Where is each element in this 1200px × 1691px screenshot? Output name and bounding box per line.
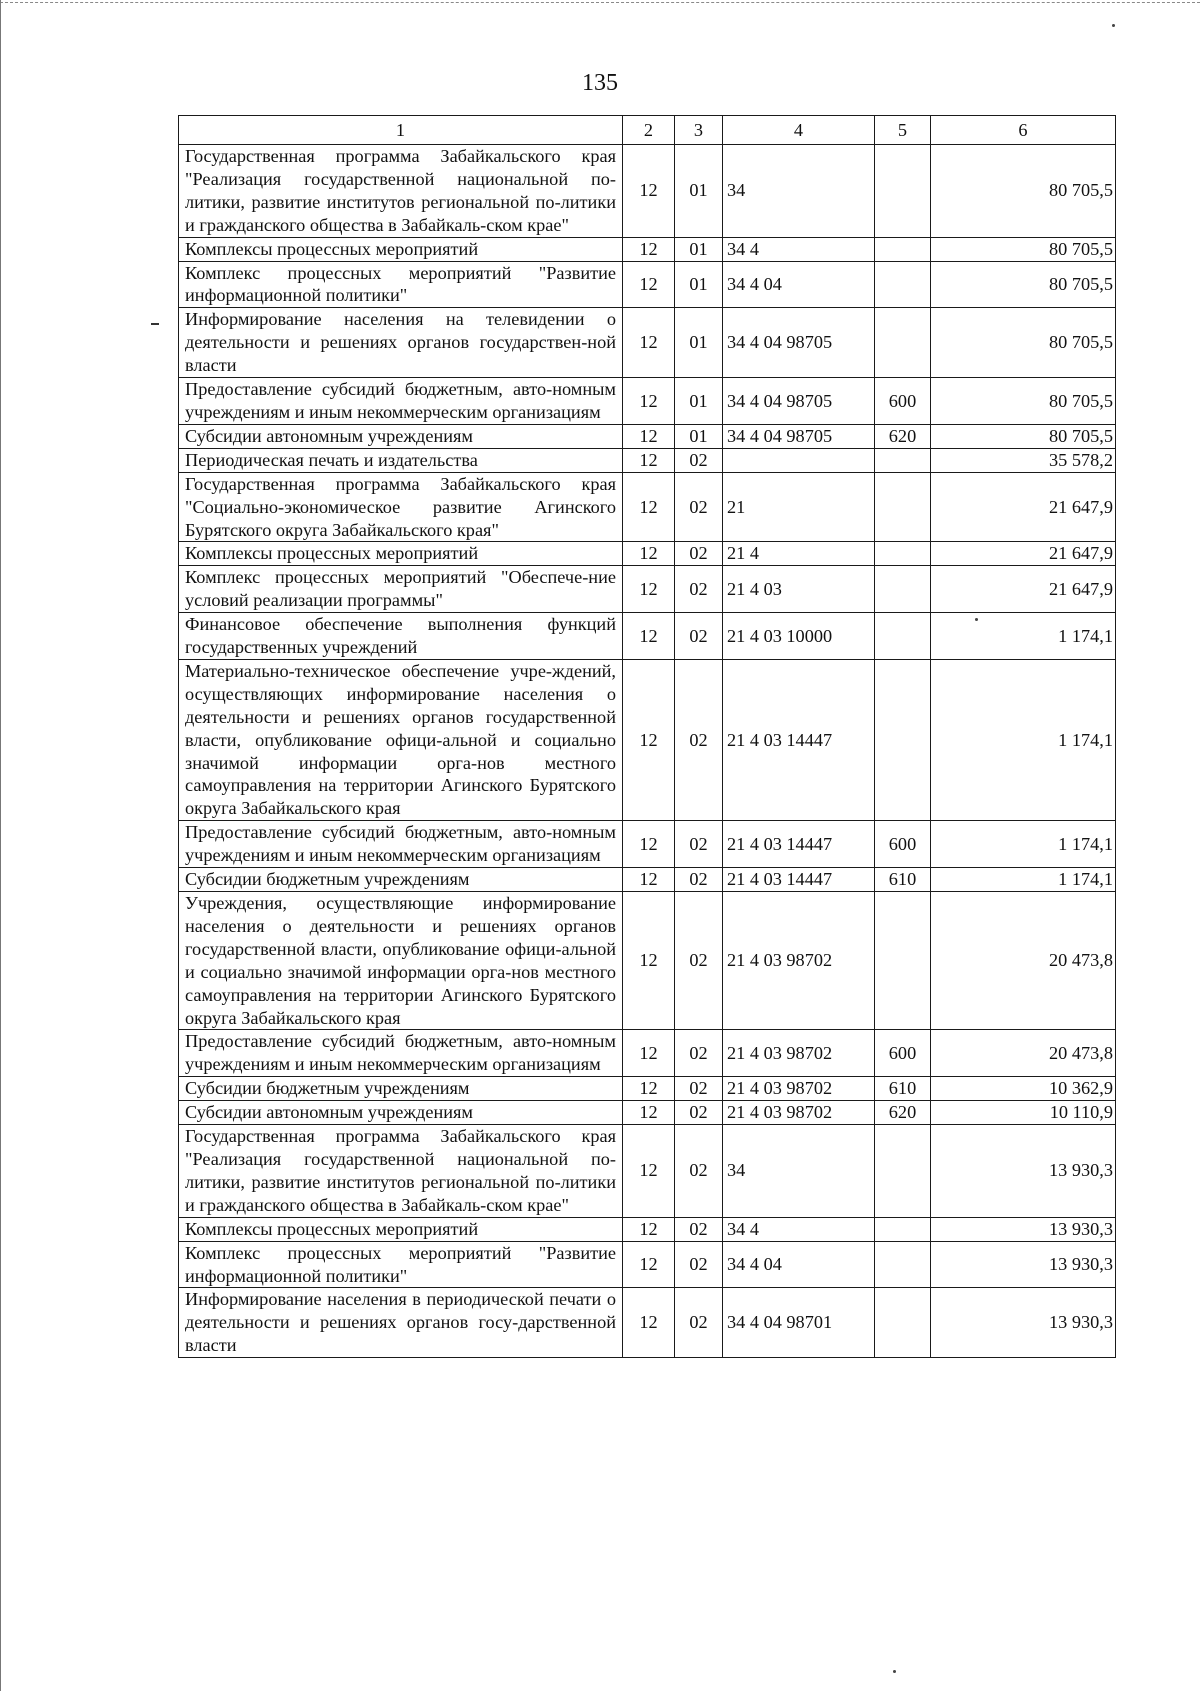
table-body — [179, 145, 1116, 1358]
table-row — [179, 472, 1116, 542]
expense-type-cell — [875, 1241, 931, 1288]
subsection-cell: 01 — [675, 308, 723, 378]
expense-type-cell — [875, 542, 931, 566]
table-row — [179, 1125, 1116, 1218]
row-name-cell: Комплекс процессных мероприятий "Развитие информационной политики" — [179, 261, 623, 308]
section-cell: 12 — [623, 378, 675, 425]
expense-type-cell — [875, 472, 931, 542]
table-row — [179, 659, 1116, 820]
section-cell: 12 — [623, 821, 675, 868]
target-article-cell: 34 4 04 98705 — [723, 424, 875, 448]
row-name-cell: Субсидии бюджетным учреждениям — [179, 868, 623, 892]
table-row — [179, 237, 1116, 261]
expense-type-cell — [875, 308, 931, 378]
target-article-cell: 21 4 03 14447 — [723, 821, 875, 868]
expense-type-cell — [875, 145, 931, 238]
target-article-cell: 21 4 03 98702 — [723, 1101, 875, 1125]
row-name-cell: Субсидии автономным учреждениям — [179, 424, 623, 448]
target-article-cell: 21 4 03 10000 — [723, 613, 875, 660]
table-row — [179, 145, 1116, 238]
table-row — [179, 424, 1116, 448]
margin-mark — [151, 323, 159, 325]
expense-type-cell: 620 — [875, 1101, 931, 1125]
table-row — [179, 1217, 1116, 1241]
target-article-cell — [723, 448, 875, 472]
budget-table — [178, 115, 1116, 1358]
amount-cell: 35 578,2 — [931, 448, 1116, 472]
table-row — [179, 1241, 1116, 1288]
target-article-cell: 21 4 03 98702 — [723, 1077, 875, 1101]
subsection-cell: 01 — [675, 145, 723, 238]
amount-cell: 21 647,9 — [931, 566, 1116, 613]
section-cell: 12 — [623, 1030, 675, 1077]
expense-type-cell — [875, 1125, 931, 1218]
row-name-cell: Учреждения, осуществляющие информирование населения о деятельности и решениях органов государственной власти, опубликование офици-альной и социально значимой информации орга-нов местного самоуправления на территории Агинского Бурятского округа Забайкальского края — [179, 892, 623, 1030]
table-row — [179, 542, 1116, 566]
table-row — [179, 821, 1116, 868]
target-article-cell: 34 4 04 98705 — [723, 378, 875, 425]
row-name-cell: Материально-техническое обеспечение учре-ждений, осуществляющих информирование населения о деятельности и решениях органов государственной власти, опубликование офици-альной и социально значимой информации орга-нов местного самоуправления на территории Агинского Бурятского округа Забайкальского края — [179, 659, 623, 820]
row-name-cell: Комплексы процессных мероприятий — [179, 1217, 623, 1241]
target-article-cell: 21 4 03 14447 — [723, 868, 875, 892]
expense-type-cell — [875, 1217, 931, 1241]
amount-cell: 13 930,3 — [931, 1288, 1116, 1358]
table-row — [179, 261, 1116, 308]
table-row — [179, 892, 1116, 1030]
row-name-cell: Комплекс процессных мероприятий "Обеспече-ние условий реализации программы" — [179, 566, 623, 613]
section-cell: 12 — [623, 542, 675, 566]
expense-type-cell — [875, 892, 931, 1030]
column-header: 1 — [179, 116, 623, 145]
subsection-cell: 02 — [675, 659, 723, 820]
section-cell: 12 — [623, 1241, 675, 1288]
subsection-cell: 02 — [675, 613, 723, 660]
target-article-cell: 21 4 03 98702 — [723, 892, 875, 1030]
table-row — [179, 378, 1116, 425]
section-cell: 12 — [623, 892, 675, 1030]
target-article-cell: 34 — [723, 1125, 875, 1218]
subsection-cell: 02 — [675, 1217, 723, 1241]
amount-cell: 20 473,8 — [931, 1030, 1116, 1077]
row-name-cell: Комплексы процессных мероприятий — [179, 542, 623, 566]
amount-cell: 1 174,1 — [931, 821, 1116, 868]
page-number: 135 — [582, 70, 618, 96]
target-article-cell: 34 4 04 — [723, 261, 875, 308]
column-header: 6 — [931, 116, 1116, 145]
amount-cell: 80 705,5 — [931, 261, 1116, 308]
target-article-cell: 34 4 — [723, 1217, 875, 1241]
amount-cell: 80 705,5 — [931, 378, 1116, 425]
column-header: 3 — [675, 116, 723, 145]
expense-type-cell — [875, 566, 931, 613]
amount-cell: 13 930,3 — [931, 1125, 1116, 1218]
target-article-cell: 21 — [723, 472, 875, 542]
section-cell: 12 — [623, 868, 675, 892]
subsection-cell: 01 — [675, 237, 723, 261]
subsection-cell: 01 — [675, 424, 723, 448]
row-name-cell: Комплекс процессных мероприятий "Развитие информационной политики" — [179, 1241, 623, 1288]
section-cell: 12 — [623, 1125, 675, 1218]
amount-cell: 80 705,5 — [931, 308, 1116, 378]
amount-cell: 80 705,5 — [931, 145, 1116, 238]
amount-cell: 13 930,3 — [931, 1217, 1116, 1241]
expense-type-cell — [875, 613, 931, 660]
table-row — [179, 1101, 1116, 1125]
section-cell: 12 — [623, 1077, 675, 1101]
subsection-cell: 01 — [675, 261, 723, 308]
expense-type-cell — [875, 659, 931, 820]
subsection-cell: 02 — [675, 1101, 723, 1125]
row-name-cell: Предоставление субсидий бюджетным, авто-номным учреждениям и иным некоммерческим организациям — [179, 378, 623, 425]
column-header: 2 — [623, 116, 675, 145]
row-name-cell: Финансовое обеспечение выполнения функций государственных учреждений — [179, 613, 623, 660]
subsection-cell: 02 — [675, 1077, 723, 1101]
target-article-cell: 34 4 04 — [723, 1241, 875, 1288]
amount-cell: 1 174,1 — [931, 659, 1116, 820]
section-cell: 12 — [623, 1101, 675, 1125]
amount-cell: 1 174,1 — [931, 613, 1116, 660]
row-name-cell: Комплексы процессных мероприятий — [179, 237, 623, 261]
scan-speck — [893, 1670, 896, 1673]
row-name-cell: Субсидии автономным учреждениям — [179, 1101, 623, 1125]
subsection-cell: 02 — [675, 566, 723, 613]
target-article-cell: 21 4 03 98702 — [723, 1030, 875, 1077]
section-cell: 12 — [623, 613, 675, 660]
target-article-cell: 34 4 04 98701 — [723, 1288, 875, 1358]
expense-type-cell — [875, 1288, 931, 1358]
subsection-cell: 02 — [675, 472, 723, 542]
amount-cell: 21 647,9 — [931, 472, 1116, 542]
section-cell: 12 — [623, 659, 675, 820]
section-cell: 12 — [623, 237, 675, 261]
target-article-cell: 34 — [723, 145, 875, 238]
table-header-row — [179, 116, 1116, 145]
subsection-cell: 02 — [675, 448, 723, 472]
table-row — [179, 613, 1116, 660]
section-cell: 12 — [623, 448, 675, 472]
table-row — [179, 1288, 1116, 1358]
table-row — [179, 1077, 1116, 1101]
expense-type-cell: 600 — [875, 378, 931, 425]
target-article-cell: 21 4 03 — [723, 566, 875, 613]
section-cell: 12 — [623, 261, 675, 308]
section-cell: 12 — [623, 145, 675, 238]
row-name-cell: Государственная программа Забайкальского края "Социально-экономическое развитие Агинского Бурятского округа Забайкальского края" — [179, 472, 623, 542]
row-name-cell: Информирование населения в периодической печати о деятельности и решениях органов госу-дарственной власти — [179, 1288, 623, 1358]
subsection-cell: 02 — [675, 868, 723, 892]
target-article-cell: 21 4 — [723, 542, 875, 566]
target-article-cell: 34 4 04 98705 — [723, 308, 875, 378]
table-row — [179, 1030, 1116, 1077]
row-name-cell: Периодическая печать и издательства — [179, 448, 623, 472]
section-cell: 12 — [623, 472, 675, 542]
expense-type-cell — [875, 237, 931, 261]
row-name-cell: Предоставление субсидий бюджетным, авто-номным учреждениям и иным некоммерческим организациям — [179, 821, 623, 868]
section-cell: 12 — [623, 424, 675, 448]
expense-type-cell — [875, 261, 931, 308]
expense-type-cell: 610 — [875, 868, 931, 892]
column-header: 5 — [875, 116, 931, 145]
expense-type-cell: 620 — [875, 424, 931, 448]
table-row — [179, 566, 1116, 613]
amount-cell: 21 647,9 — [931, 542, 1116, 566]
subsection-cell: 02 — [675, 542, 723, 566]
row-name-cell: Информирование населения на телевидении о деятельности и решениях органов государствен-ной власти — [179, 308, 623, 378]
target-article-cell: 34 4 — [723, 237, 875, 261]
section-cell: 12 — [623, 1217, 675, 1241]
subsection-cell: 02 — [675, 1241, 723, 1288]
table-row — [179, 868, 1116, 892]
subsection-cell: 02 — [675, 1125, 723, 1218]
expense-type-cell — [875, 448, 931, 472]
amount-cell: 13 930,3 — [931, 1241, 1116, 1288]
expense-type-cell: 610 — [875, 1077, 931, 1101]
amount-cell: 1 174,1 — [931, 868, 1116, 892]
subsection-cell: 02 — [675, 1030, 723, 1077]
section-cell: 12 — [623, 308, 675, 378]
subsection-cell: 01 — [675, 378, 723, 425]
amount-cell: 80 705,5 — [931, 237, 1116, 261]
amount-cell: 80 705,5 — [931, 424, 1116, 448]
row-name-cell: Государственная программа Забайкальского края "Реализация государственной национальной по-литики, развитие институтов региональной по-литики и гражданского общества в Забайкаль-ском крае" — [179, 1125, 623, 1218]
expense-type-cell: 600 — [875, 1030, 931, 1077]
amount-cell: 20 473,8 — [931, 892, 1116, 1030]
column-header: 4 — [723, 116, 875, 145]
subsection-cell: 02 — [675, 821, 723, 868]
section-cell: 12 — [623, 1288, 675, 1358]
scan-speck — [1112, 24, 1115, 27]
table-row — [179, 308, 1116, 378]
expense-type-cell: 600 — [875, 821, 931, 868]
row-name-cell: Субсидии бюджетным учреждениям — [179, 1077, 623, 1101]
amount-cell: 10 362,9 — [931, 1077, 1116, 1101]
subsection-cell: 02 — [675, 1288, 723, 1358]
table-row — [179, 448, 1116, 472]
row-name-cell: Государственная программа Забайкальского края "Реализация государственной национальной по-литики, развитие институтов региональной по-литики и гражданского общества в Забайкаль-ском крае" — [179, 145, 623, 238]
amount-cell: 10 110,9 — [931, 1101, 1116, 1125]
row-name-cell: Предоставление субсидий бюджетным, авто-номным учреждениям и иным некоммерческим организациям — [179, 1030, 623, 1077]
subsection-cell: 02 — [675, 892, 723, 1030]
section-cell: 12 — [623, 566, 675, 613]
target-article-cell: 21 4 03 14447 — [723, 659, 875, 820]
